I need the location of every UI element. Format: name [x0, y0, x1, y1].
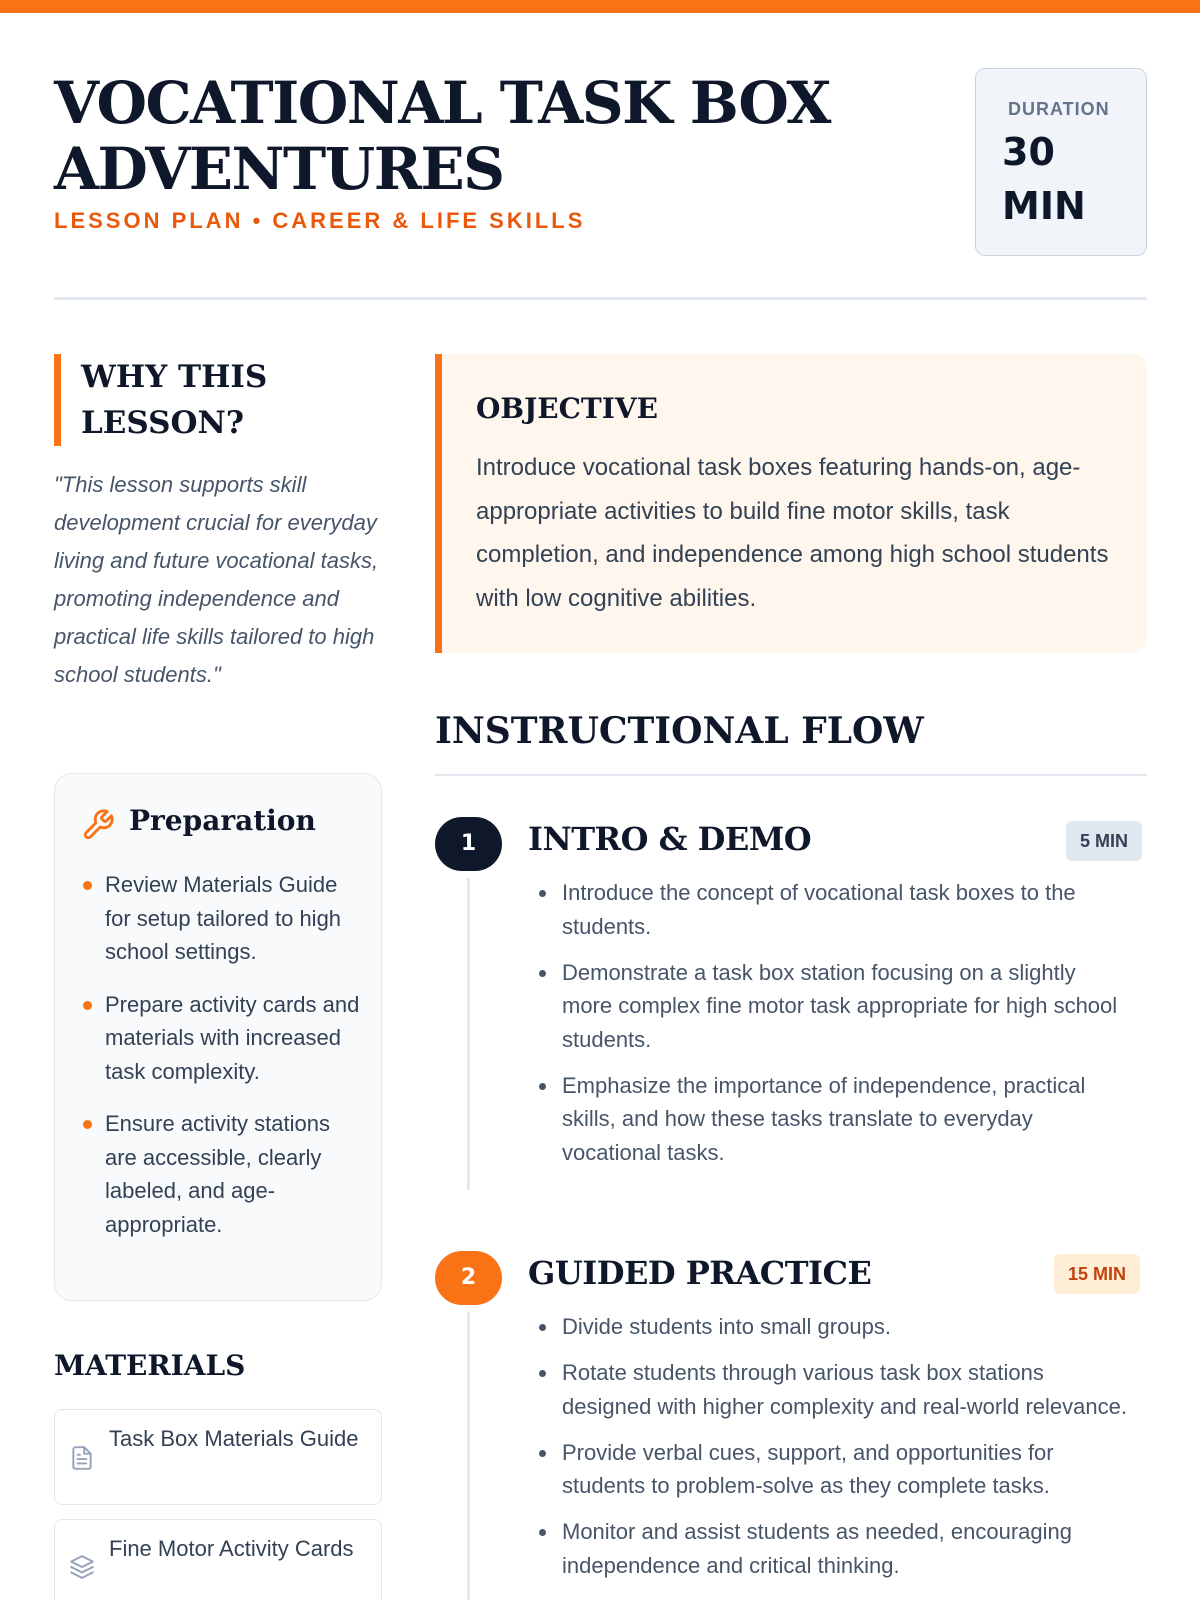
document-icon	[69, 1445, 95, 1471]
duration-card	[975, 68, 1147, 256]
step-connector-line	[467, 1312, 470, 1600]
duration-label: DURATION	[1008, 99, 1110, 119]
top-accent-bar	[0, 0, 1200, 13]
preparation-list	[81, 868, 361, 1260]
layers-icon	[69, 1554, 95, 1580]
step-number-badge: 2	[435, 1251, 502, 1305]
step-connector-line	[467, 878, 470, 1190]
material-card-activity-cards[interactable]	[54, 1519, 382, 1600]
step-bullet-text: Divide students into small groups.	[562, 1314, 891, 1339]
material-card-task-box-guide[interactable]	[54, 1409, 382, 1505]
step-bullet	[538, 876, 1130, 943]
step-bullet	[538, 1356, 1130, 1423]
flow-title: INSTRUCTIONAL FLOW	[435, 710, 924, 752]
step-bullet	[538, 1515, 1130, 1582]
material-label: Task Box Materials Guide	[109, 1426, 359, 1451]
page-subtitle: LESSON PLAN • CAREER & LIFE SKILLS	[54, 208, 586, 233]
preparation-title: Preparation	[129, 804, 316, 837]
preparation-item	[81, 1107, 361, 1241]
bullet-dot	[83, 1001, 92, 1010]
objective-text: Introduce vocational task boxes featuring hands-on, age-appropriate activities to build fine motor skills, task completion, and independence among high school students with low cognitive abilities.	[476, 454, 1109, 612]
bullet-dot	[83, 881, 92, 890]
bullet-dot	[539, 890, 546, 897]
step-bullet-text: Emphasize the importance of independence, practical skills, and how these tasks translate to everyday vocational tasks.	[562, 1072, 1086, 1165]
bullet-dot	[539, 1450, 546, 1457]
step-bullet	[538, 956, 1130, 1057]
step-bullet-text: Introduce the concept of vocational task boxes to the students.	[562, 880, 1076, 939]
preparation-card	[54, 773, 382, 1301]
step-bullet	[538, 1436, 1130, 1503]
preparation-item	[81, 868, 361, 969]
flow-divider	[435, 774, 1147, 776]
step-title: INTRO & DEMO	[528, 820, 812, 858]
preparation-item	[81, 988, 361, 1089]
header-divider	[54, 297, 1147, 300]
page-title-line-1: VOCATIONAL TASK BOX	[54, 69, 830, 137]
step-bullet	[538, 1310, 1130, 1344]
objective-card	[435, 354, 1147, 653]
step-bullet-text: Provide verbal cues, support, and opportunities for students to problem-solve as they complete tasks.	[562, 1439, 1054, 1498]
bullet-dot	[83, 1120, 92, 1129]
preparation-item-text: Prepare activity cards and materials with increased task complexity.	[105, 991, 360, 1084]
bullet-dot	[539, 1324, 546, 1331]
bullet-dot	[539, 1083, 546, 1090]
bullet-dot	[539, 1370, 546, 1377]
bullet-dot	[539, 970, 546, 977]
preparation-item-text: Ensure activity stations are accessible, clearly labeled, and age-appropriate.	[105, 1111, 330, 1237]
step-bullet-list	[538, 876, 1130, 1182]
step-number-badge: 1	[435, 817, 502, 871]
material-label: Fine Motor Activity Cards	[109, 1536, 354, 1561]
step-duration-badge: 15 MIN	[1054, 1254, 1140, 1294]
wrench-icon	[81, 808, 115, 842]
step-bullet-text: Demonstrate a task box station focusing on a slightly more complex fine motor task appropriate for high school students.	[562, 959, 1118, 1052]
page-title-line-2: ADVENTURES	[54, 135, 504, 203]
page-title	[54, 70, 854, 202]
step-bullet-text: Monitor and assist students as needed, encouraging independence and critical thinking.	[562, 1519, 1072, 1578]
step-bullet-list	[538, 1310, 1130, 1595]
step-title: GUIDED PRACTICE	[528, 1254, 872, 1292]
objective-title: OBJECTIVE	[476, 392, 658, 425]
materials-title: MATERIALS	[54, 1349, 246, 1382]
step-bullet	[538, 1069, 1130, 1170]
step-duration-badge: 5 MIN	[1066, 821, 1142, 861]
why-title: WHY THIS LESSON?	[81, 359, 268, 441]
bullet-dot	[539, 1529, 546, 1536]
why-accent-bar	[54, 354, 61, 446]
preparation-item-text: Review Materials Guide for setup tailored to high school settings.	[105, 872, 342, 964]
step-bullet-text: Rotate students through various task box stations designed with higher complexity and real-world relevance.	[562, 1360, 1127, 1419]
duration-value: 30 MIN	[1002, 130, 1086, 228]
why-quote: "This lesson supports skill development crucial for everyday living and future vocational tasks, promoting independence and practical life skills tailored to high school students."	[54, 472, 379, 687]
